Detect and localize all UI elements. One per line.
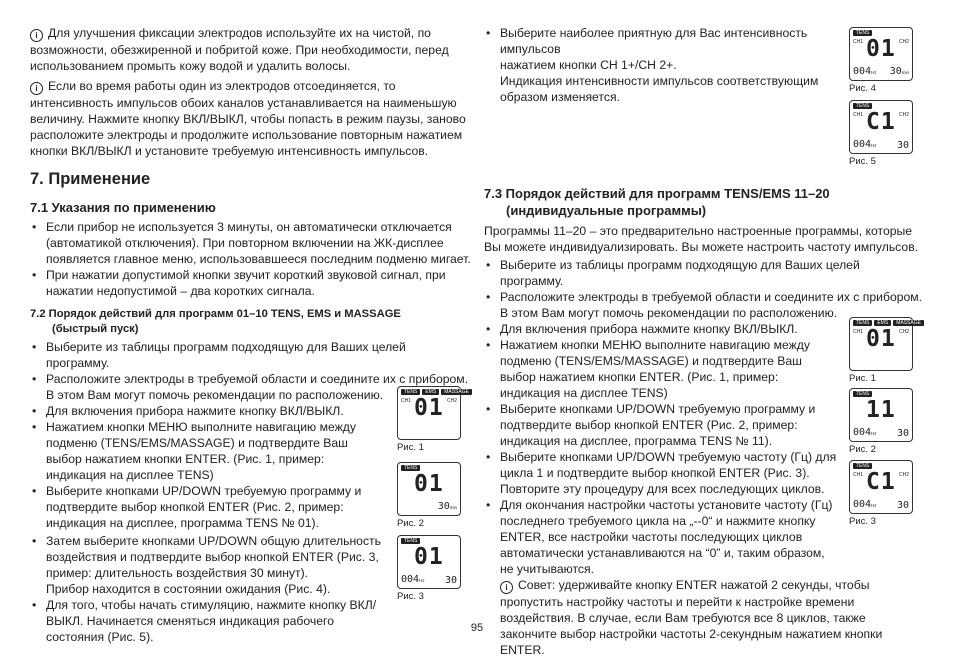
figure-l1: [397, 386, 469, 453]
figure-r3: [849, 460, 913, 527]
info-icon: i: [500, 581, 513, 594]
figure-l3: [397, 535, 461, 602]
section-heading-7-2: 7.2 Порядок действий для программ 01–10 TENS, EMS и MASSAGE (быстрый пуск): [30, 308, 401, 335]
figure-r1: [849, 317, 921, 384]
list-item: • Расположите электроды в требуемой области и соедините их с прибором. В этом Вам могут помочь рекомендации по расположению.: [30, 371, 472, 403]
list-item: • Для включения прибора нажмите кнопку ВКЛ/ВЫКЛ.: [484, 321, 924, 337]
info-icon: i: [30, 82, 43, 95]
lcd-display: TENS 01 30min: [397, 462, 461, 516]
list-item: • Для того, чтобы начать стимуляцию, нажмите кнопку ВКЛ/ВЫКЛ. Начинается сменяться индикация рабочего состояния (Рис. 5).: [30, 597, 386, 645]
lcd-display: TENS CH1 CH2 C1 004Hz 30: [849, 460, 913, 514]
figure-caption: Рис. 5: [849, 156, 876, 167]
lcd-display: TENS CH1 CH2 01 004Hz 30min: [849, 27, 913, 81]
page-number: 95: [470, 622, 484, 634]
intro-7-3: Программы 11–20 – это предварительно настроенные программы, которые Вы можете индивидуализировать. Вы можете настроить частоту импульсов.: [484, 224, 919, 254]
figure-caption: Рис. 3: [397, 591, 424, 602]
list-item: • Затем выберите кнопками UP/DOWN общую длительность воздействия и подтвердите выбор кнопкой ENTER (Рис. 3, пример: длительность воздействия 30 минут).: [30, 533, 386, 581]
section-heading-7-1: 7.1 Указания по применению: [30, 200, 216, 215]
figure-caption: Рис. 3: [849, 516, 876, 527]
figure-caption: Рис. 1: [397, 442, 424, 453]
tip: i Совет: удерживайте кнопку ENTER нажатой 2 секунды, чтобы пропустить настройку частоты и перейти к настройке времени воздействия. В случае, если Вам требуются все 8 циклов, также закончите выбор настройки частоты 2-секундным нажатием кнопки ENTER.: [500, 578, 883, 657]
note-electrode-detach: i Если во время работы один из электродов отсоединяется, то интенсивность импульсов обоих каналов устанавливается на наименьшую величину. Нажмите кнопку ВКЛ/ВЫКЛ, чтобы попасть в режим паузы, заново расположите электроды и продолжите использование повторным нажатием кнопки ВКЛ/ВЫКЛ и установите требуемую интенсивность импульсов.: [30, 79, 466, 158]
list-item: • Выберите наиболее приятную для Вас интенсивность импульсов нажатием кнопки CH 1+/CH 2+. Индикация интенсивности импульсов соответствующим образом изменяется.: [484, 25, 840, 105]
list-item: Прибор находится в состоянии ожидания (Рис. 4).: [46, 582, 331, 596]
list-item: • Для включения прибора нажмите кнопку ВКЛ/ВЫКЛ.: [30, 403, 386, 419]
section-heading-7-3: 7.3 Порядок действий для программ TENS/EMS 11–20 (индивидуальные программы): [484, 186, 830, 218]
list-item: • Нажатием кнопки МЕНЮ выполните навигацию между подменю (TENS/EMS/MASSAGE) и подтвердите Ваш выбор нажатием кнопки ENTER. (Рис. 1, пример: индикация на дисплее TENS): [484, 337, 840, 401]
info-icon: i: [30, 29, 43, 42]
list-7-1: [30, 219, 472, 299]
figure-caption: Рис. 1: [849, 373, 876, 384]
lcd-display: TENS EMS MASSAGE CH1 CH2 01: [849, 317, 913, 371]
lcd-display: TENS 01 004Hz 30: [397, 535, 461, 589]
figure-l2: [397, 462, 461, 529]
lcd-display: TENS 11 004Hz 30: [849, 388, 913, 442]
figure-caption: Рис. 2: [397, 518, 424, 529]
list-item: • Выберите кнопками UP/DOWN требуемую программу и подтвердите выбор кнопкой ENTER (Рис. 2, пример: индикация на дисплее, программа TENS № 11).: [484, 401, 840, 449]
figure-r2: [849, 388, 913, 455]
list-item: • Расположите электроды в требуемой области и соедините их с прибором. В этом Вам могут помочь рекомендации по расположению.: [484, 289, 924, 321]
figure-caption: Рис. 2: [849, 444, 876, 455]
note-electrode-fixation: i Для улучшения фиксации электродов используйте их на чистой, по возможности, обезжиренной и побритой коже. При необходимости, перед использованием промыть кожу водой и удалить волосы.: [30, 26, 449, 73]
list-item: • Нажатием кнопки МЕНЮ выполните навигацию между подменю (TENS/EMS/MASSAGE) и подтвердите Ваш выбор нажатием кнопки ENTER. (Рис. 1, пример: индикация на дисплее TENS): [30, 419, 386, 483]
figure-caption: Рис. 4: [849, 83, 876, 94]
list-item: • Выберите кнопками UP/DOWN требуемую частоту (Гц) для цикла 1 и подтвердите выбор кнопкой ENTER (Рис. 3). Повторите эту процедуру для всех последующих циклов.: [484, 449, 840, 497]
lcd-display: TENS CH1 CH2 C1 004Hz 30: [849, 100, 913, 154]
figure-r4: [849, 27, 913, 94]
list-item: • Если прибор не используется 3 минуты, он автоматически отключается (автоматикой отключения). При повторном включении на ЖК-дисплее появляется главное меню, использовавшееся последним подменю мигает.: [30, 219, 472, 267]
list-item: • Выберите кнопками UP/DOWN требуемую программу и подтвердите выбор кнопкой ENTER (Рис. 2, пример: индикация на дисплее, программа TENS № 01).: [30, 483, 386, 531]
figure-r5: [849, 100, 913, 167]
lcd-display: TENS EMS MASSAGE CH1 CH2 01: [397, 386, 461, 440]
list-item: • Для окончания настройки частоты установите частоту (Гц) последнего требуемого цикла на „--0“ и нажмите кнопку ENTER, все настройки частоты последующих циклов автоматически устанавливаются на “0” и, таким образом, не учитываются.: [484, 497, 840, 577]
list-item: • При нажатии допустимой кнопки звучит короткий звуковой сигнал, при нажатии недопустимой – два коротких сигнала.: [30, 267, 472, 299]
list-item: • Выберите из таблицы программ подходящую для Ваших целей программу.: [30, 339, 472, 371]
list-item: • Выберите из таблицы программ подходящую для Ваших целей программу.: [484, 257, 924, 289]
section-title-application: 7. Применение: [30, 170, 151, 188]
